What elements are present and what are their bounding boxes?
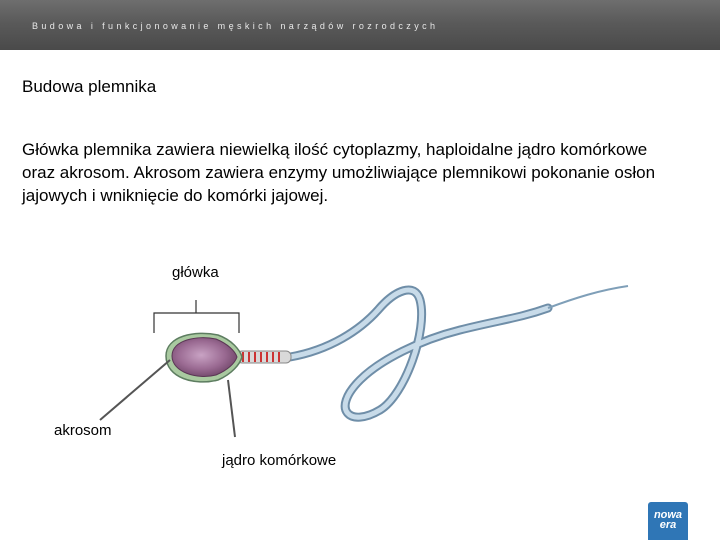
sperm-tail <box>290 286 628 417</box>
sperm-midpiece <box>237 351 291 363</box>
sperm-head <box>166 333 242 382</box>
head-bracket <box>154 300 239 333</box>
logo-line1: nowa <box>653 509 683 521</box>
nowa-era-logo <box>648 502 688 540</box>
logo-line2: era <box>659 519 677 531</box>
header-title: Budowa i funkcjonowanie męskich narządów rozrodczych <box>32 21 439 31</box>
sperm-illustration <box>0 250 720 480</box>
body-paragraph: Główka plemnika zawiera niewielką ilość cytoplazmy, haploidalne jądro komórkowe oraz akrosom. Akrosom zawiera enzymy umożliwiające plemnikowi pokonanie osłon jajowych i wniknięcie do komórki jajowej. <box>22 140 656 205</box>
nucleus-pointer <box>228 380 235 437</box>
slide-title: Budowa plemnika <box>22 77 157 96</box>
label-acrosome: akrosom <box>54 422 112 439</box>
acrosome-pointer <box>100 360 170 420</box>
label-head: główka <box>172 264 219 281</box>
label-nucleus: jądro komórkowe <box>222 452 337 469</box>
header-bar <box>0 0 720 50</box>
